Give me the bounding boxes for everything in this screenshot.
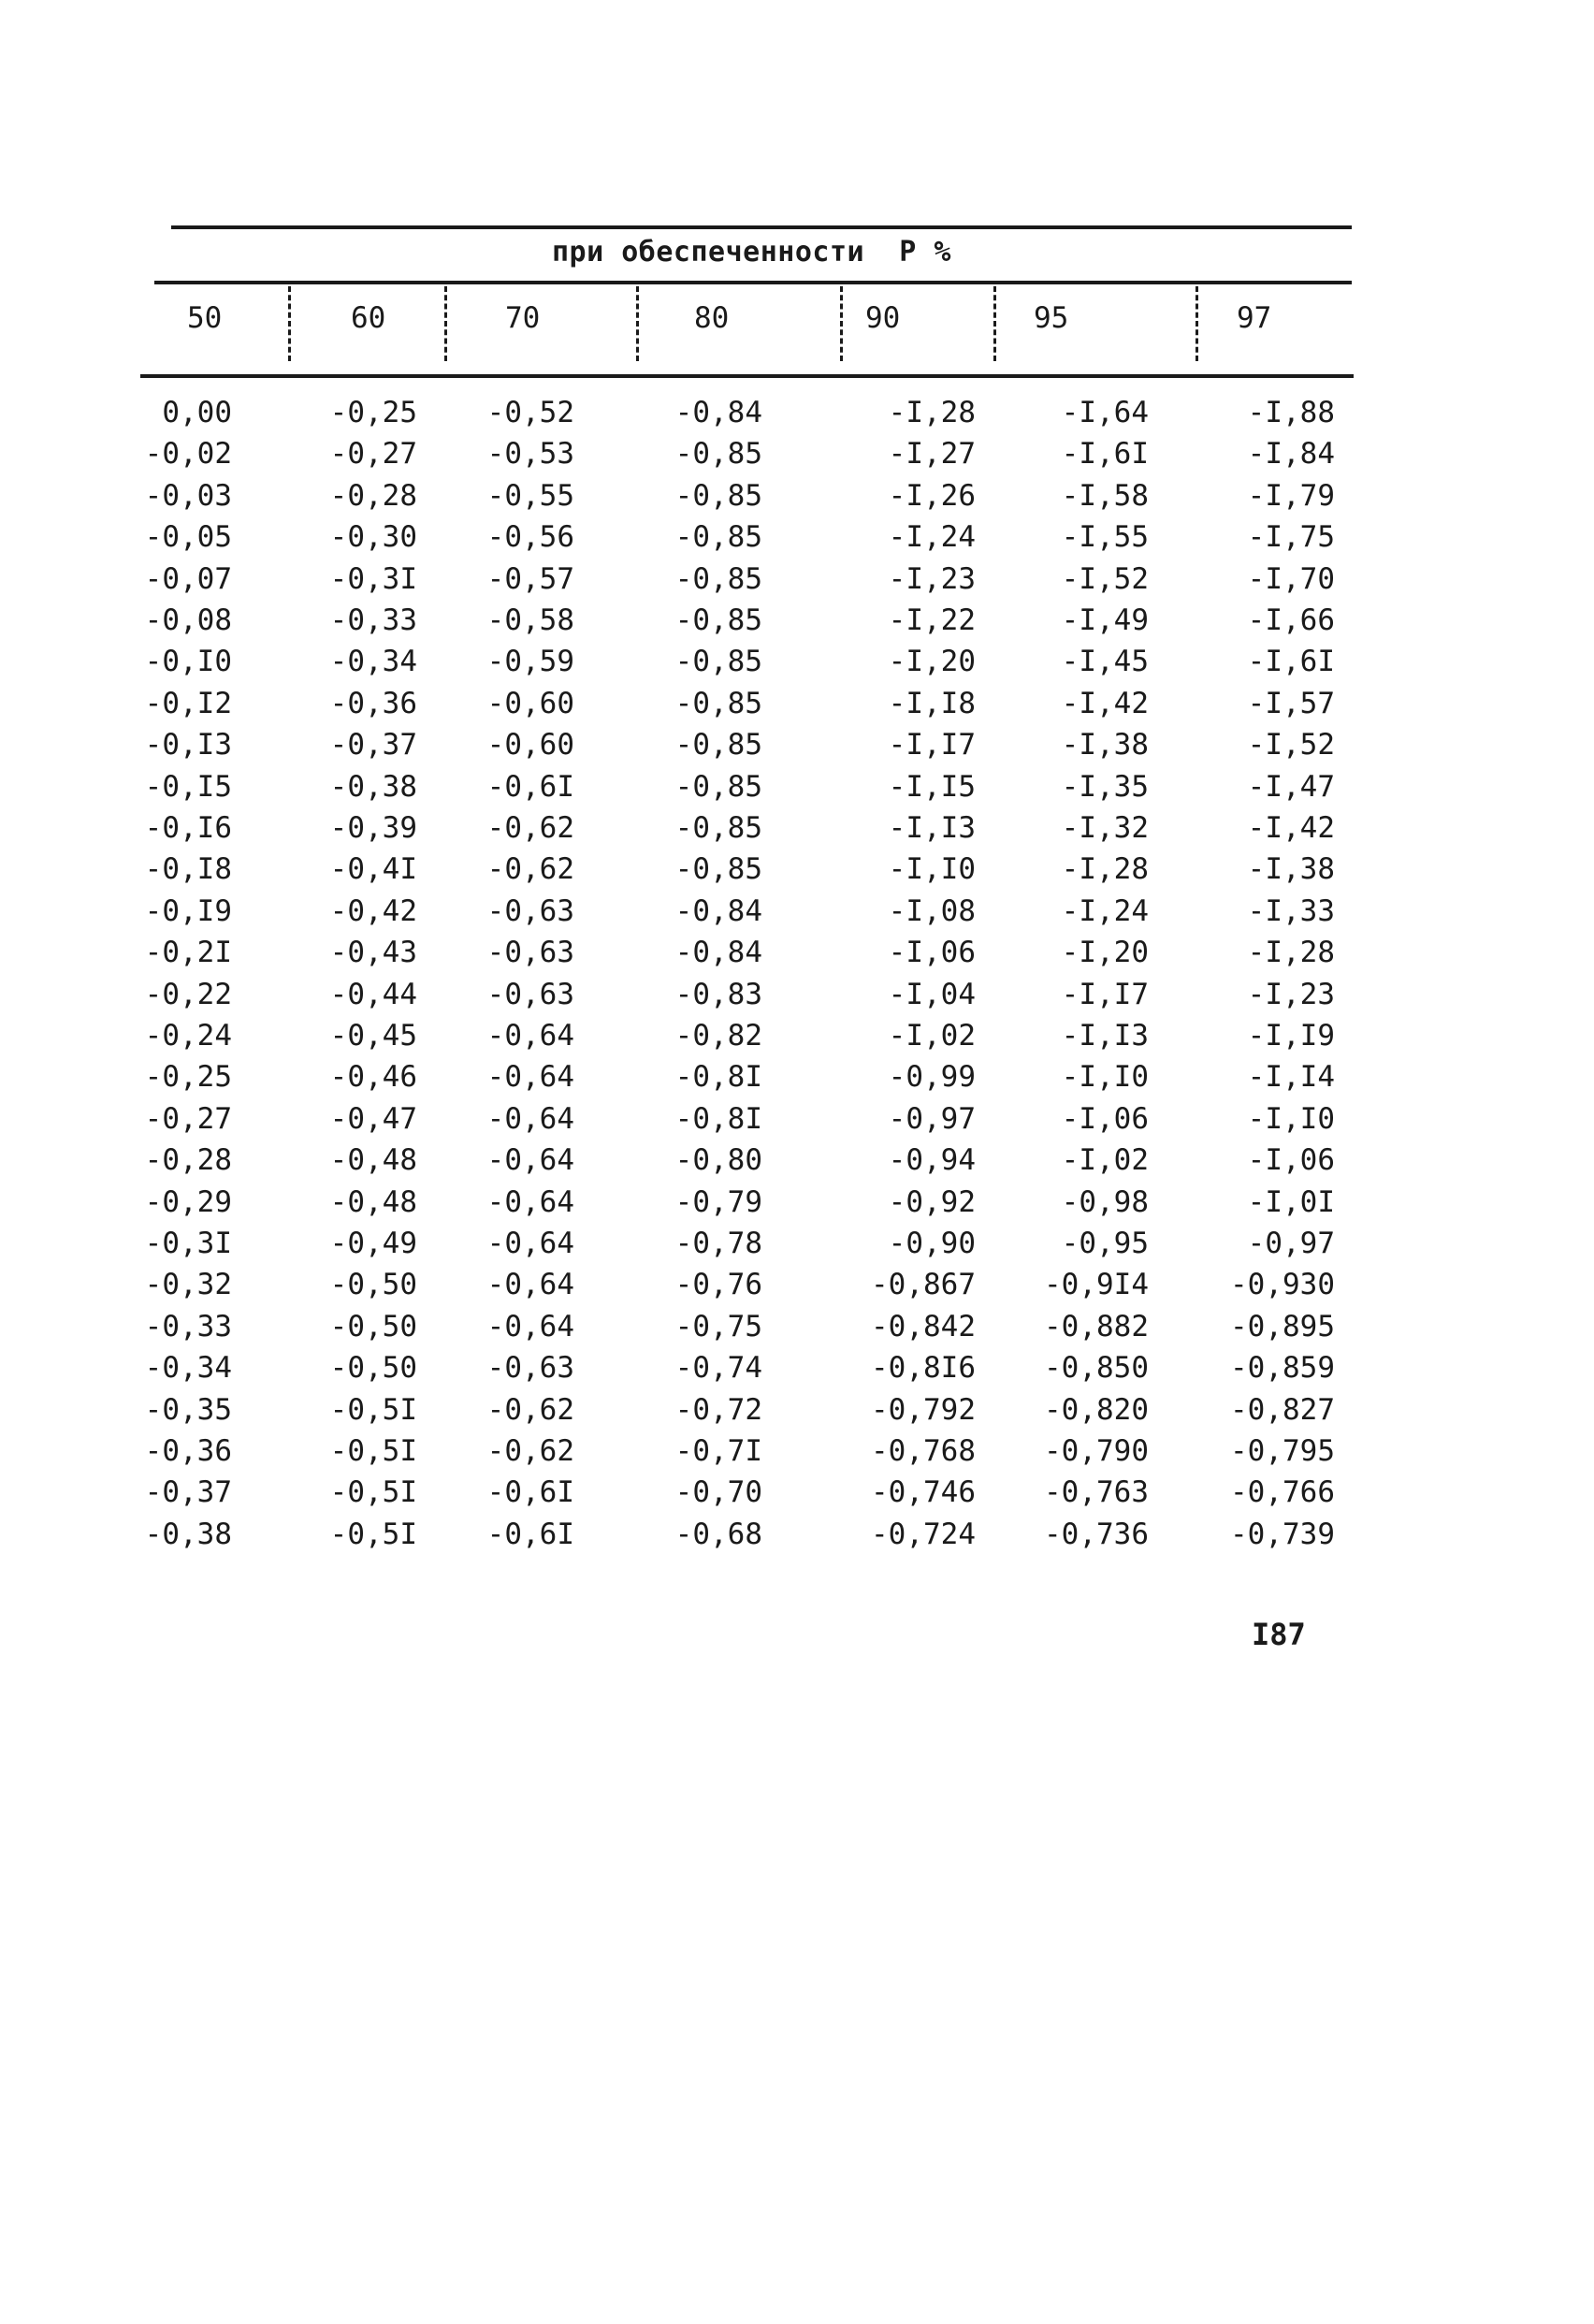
table-cell: -0,I8 xyxy=(144,852,232,886)
table-cell: -0,63 xyxy=(486,936,574,969)
table-cell: -I,52 xyxy=(1247,728,1335,762)
table-cell: -I,I0 xyxy=(1247,1102,1335,1136)
table-cell: -I,I3 xyxy=(888,811,976,845)
table-cell: -0,64 xyxy=(486,1060,574,1094)
table-cell: -0,2I xyxy=(144,936,232,969)
table-cell: -I,06 xyxy=(888,936,976,969)
table-caption: при обеспеченности Р % xyxy=(552,236,951,269)
table-cell: -0,790 xyxy=(1044,1434,1149,1468)
table-cell: -0,33 xyxy=(329,603,417,637)
table-cell: -0,60 xyxy=(486,687,574,720)
table-cell: -0,85 xyxy=(674,811,762,845)
table-cell: -0,68 xyxy=(674,1518,762,1551)
table-cell: -0,43 xyxy=(329,936,417,969)
table-cell: -0,5I xyxy=(329,1393,417,1427)
table-cell: -0,84 xyxy=(674,894,762,928)
table-cell: -I,22 xyxy=(888,603,976,637)
column-header: 80 xyxy=(694,301,730,335)
table-cell: -I,84 xyxy=(1247,437,1335,471)
table-cell: -I,23 xyxy=(1247,978,1335,1011)
table-cell: -I,04 xyxy=(888,978,976,1011)
table-cell: -0,85 xyxy=(674,603,762,637)
table-cell: -0,94 xyxy=(888,1143,976,1177)
table-cell: -0,53 xyxy=(486,437,574,471)
table-cell: -I,88 xyxy=(1247,396,1335,429)
table-cell: -0,47 xyxy=(329,1102,417,1136)
table-cell: -0,36 xyxy=(329,687,417,720)
table-cell: -I,28 xyxy=(1061,852,1149,886)
table-cell: -0,8I xyxy=(674,1102,762,1136)
table-cell: -I,I7 xyxy=(1061,978,1149,1011)
table-cell: -0,08 xyxy=(144,603,232,637)
table-cell: -0,64 xyxy=(486,1102,574,1136)
table-cell: -0,827 xyxy=(1230,1393,1335,1427)
table-cell: -0,I2 xyxy=(144,687,232,720)
table-cell: -0,882 xyxy=(1044,1310,1149,1344)
table-cell: -0,746 xyxy=(871,1475,976,1509)
table-cell: -I,28 xyxy=(888,396,976,429)
table-cell: -0,64 xyxy=(486,1310,574,1344)
table-cell: -0,84 xyxy=(674,396,762,429)
table-cell: -0,76 xyxy=(674,1268,762,1301)
table-cell: -0,50 xyxy=(329,1268,417,1301)
table-cell: -I,I0 xyxy=(888,852,976,886)
table-cell: -0,5I xyxy=(329,1518,417,1551)
table-cell: -0,46 xyxy=(329,1060,417,1094)
table-cell: -0,55 xyxy=(486,479,574,513)
table-cell: -I,57 xyxy=(1247,687,1335,720)
table-cell: -I,20 xyxy=(1061,936,1149,969)
table-cell: -0,95 xyxy=(1061,1227,1149,1260)
table-cell: -0,03 xyxy=(144,479,232,513)
table-cell: -I,08 xyxy=(888,894,976,928)
table-cell: -I,45 xyxy=(1061,645,1149,678)
table-cell: -0,63 xyxy=(486,978,574,1011)
table-cell: -I,I7 xyxy=(888,728,976,762)
table-cell: -0,59 xyxy=(486,645,574,678)
table-cell: -0,97 xyxy=(888,1102,976,1136)
table-cell: -I,38 xyxy=(1247,852,1335,886)
table-cell: -I,I8 xyxy=(888,687,976,720)
table-cell: -0,9I4 xyxy=(1044,1268,1149,1301)
table-cell: -I,I5 xyxy=(888,770,976,804)
table-cell: -0,28 xyxy=(329,479,417,513)
table-cell: -0,75 xyxy=(674,1310,762,1344)
table-cell: -0,97 xyxy=(1247,1227,1335,1260)
column-header: 90 xyxy=(865,301,901,335)
table-cell: -0,62 xyxy=(486,1434,574,1468)
table-cell: -0,33 xyxy=(144,1310,232,1344)
table-cell: -0,8I6 xyxy=(871,1351,976,1385)
table-cell: -0,45 xyxy=(329,1019,417,1053)
table-cell: -I,32 xyxy=(1061,811,1149,845)
table-cell: -0,35 xyxy=(144,1393,232,1427)
table-cell: -0,62 xyxy=(486,811,574,845)
table-cell: -0,27 xyxy=(144,1102,232,1136)
table-cell: -0,85 xyxy=(674,479,762,513)
table-cell: -0,850 xyxy=(1044,1351,1149,1385)
column-separator xyxy=(444,286,447,361)
column-header: 95 xyxy=(1034,301,1069,335)
table-cell: -I,70 xyxy=(1247,562,1335,596)
page-number: I87 xyxy=(1252,1617,1306,1652)
table-cell: -0,44 xyxy=(329,978,417,1011)
table-cell: -0,38 xyxy=(329,770,417,804)
table-cell: -I,06 xyxy=(1247,1143,1335,1177)
table-cell: -I,49 xyxy=(1061,603,1149,637)
table-cell: -0,I0 xyxy=(144,645,232,678)
table-cell: -0,99 xyxy=(888,1060,976,1094)
column-header: 50 xyxy=(187,301,223,335)
table-cell: -I,75 xyxy=(1247,520,1335,554)
table-cell: -0,859 xyxy=(1230,1351,1335,1385)
table-cell: -0,82 xyxy=(674,1019,762,1053)
table-cell: -0,795 xyxy=(1230,1434,1335,1468)
table-cell: -0,85 xyxy=(674,687,762,720)
table-cell: -0,64 xyxy=(486,1268,574,1301)
table-cell: -0,42 xyxy=(329,894,417,928)
header-rule xyxy=(154,281,1352,284)
table-cell: -0,64 xyxy=(486,1019,574,1053)
table-cell: -0,48 xyxy=(329,1143,417,1177)
table-cell: -0,I3 xyxy=(144,728,232,762)
table-cell: -0,74 xyxy=(674,1351,762,1385)
table-cell: -I,02 xyxy=(1061,1143,1149,1177)
table-cell: -0,72 xyxy=(674,1393,762,1427)
table-cell: -I,64 xyxy=(1061,396,1149,429)
table-cell: -0,85 xyxy=(674,437,762,471)
table-cell: -0,62 xyxy=(486,852,574,886)
table-cell: -0,85 xyxy=(674,770,762,804)
column-separator xyxy=(993,286,996,361)
table-cell: -I,02 xyxy=(888,1019,976,1053)
table-top-rule xyxy=(171,225,1352,229)
table-cell: -0,4I xyxy=(329,852,417,886)
table-cell: -0,64 xyxy=(486,1227,574,1260)
table-cell: -I,0I xyxy=(1247,1185,1335,1219)
table-cell: -0,85 xyxy=(674,645,762,678)
table-cell: -0,85 xyxy=(674,728,762,762)
header-bottom-rule xyxy=(140,374,1354,378)
table-cell: -0,64 xyxy=(486,1185,574,1219)
table-cell: -0,867 xyxy=(871,1268,976,1301)
table-cell: -0,62 xyxy=(486,1393,574,1427)
table-cell: -0,842 xyxy=(871,1310,976,1344)
table-cell: -0,92 xyxy=(888,1185,976,1219)
table-cell: -0,27 xyxy=(329,437,417,471)
table-cell: -0,8I xyxy=(674,1060,762,1094)
table-cell: -0,28 xyxy=(144,1143,232,1177)
table-cell: -0,I9 xyxy=(144,894,232,928)
table-cell: -0,49 xyxy=(329,1227,417,1260)
table-cell: -0,7I xyxy=(674,1434,762,1468)
table-cell: -0,32 xyxy=(144,1268,232,1301)
table-cell: -0,84 xyxy=(674,936,762,969)
table-cell: 0,00 xyxy=(162,396,232,429)
table-cell: -I,I9 xyxy=(1247,1019,1335,1053)
table-cell: -0,78 xyxy=(674,1227,762,1260)
table-cell: -0,37 xyxy=(329,728,417,762)
table-cell: -0,34 xyxy=(144,1351,232,1385)
table-cell: -I,66 xyxy=(1247,603,1335,637)
table-cell: -I,28 xyxy=(1247,936,1335,969)
table-cell: -0,763 xyxy=(1044,1475,1149,1509)
table-cell: -0,70 xyxy=(674,1475,762,1509)
column-header: 97 xyxy=(1237,301,1272,335)
table-cell: -0,39 xyxy=(329,811,417,845)
table-cell: -I,33 xyxy=(1247,894,1335,928)
table-cell: -0,29 xyxy=(144,1185,232,1219)
table-cell: -0,64 xyxy=(486,1143,574,1177)
table-cell: -0,5I xyxy=(329,1434,417,1468)
table-cell: -0,22 xyxy=(144,978,232,1011)
table-cell: -I,I0 xyxy=(1061,1060,1149,1094)
column-separator xyxy=(636,286,639,361)
table-cell: -I,38 xyxy=(1061,728,1149,762)
table-cell: -I,47 xyxy=(1247,770,1335,804)
table-cell: -I,20 xyxy=(888,645,976,678)
table-cell: -0,63 xyxy=(486,894,574,928)
table-cell: -I,79 xyxy=(1247,479,1335,513)
table-cell: -0,30 xyxy=(329,520,417,554)
table-cell: -0,90 xyxy=(888,1227,976,1260)
column-separator xyxy=(288,286,291,361)
table-cell: -0,25 xyxy=(144,1060,232,1094)
table-cell: -0,38 xyxy=(144,1518,232,1551)
table-cell: -I,I3 xyxy=(1061,1019,1149,1053)
table-cell: -0,56 xyxy=(486,520,574,554)
table-cell: -0,6I xyxy=(486,770,574,804)
table-cell: -0,50 xyxy=(329,1351,417,1385)
table-cell: -I,42 xyxy=(1061,687,1149,720)
table-cell: -0,724 xyxy=(871,1518,976,1551)
table-cell: -I,06 xyxy=(1061,1102,1149,1136)
table-cell: -0,85 xyxy=(674,852,762,886)
table-cell: -0,34 xyxy=(329,645,417,678)
table-cell: -0,25 xyxy=(329,396,417,429)
table-cell: -0,766 xyxy=(1230,1475,1335,1509)
table-cell: -0,739 xyxy=(1230,1518,1335,1551)
table-cell: -0,58 xyxy=(486,603,574,637)
table-cell: -0,930 xyxy=(1230,1268,1335,1301)
table-cell: -I,24 xyxy=(1061,894,1149,928)
table-cell: -0,768 xyxy=(871,1434,976,1468)
table-cell: -0,48 xyxy=(329,1185,417,1219)
table-cell: -I,35 xyxy=(1061,770,1149,804)
column-header: 60 xyxy=(351,301,386,335)
table-cell: -0,79 xyxy=(674,1185,762,1219)
table-cell: -I,52 xyxy=(1061,562,1149,596)
table-cell: -I,24 xyxy=(888,520,976,554)
table-cell: -0,80 xyxy=(674,1143,762,1177)
table-cell: -0,792 xyxy=(871,1393,976,1427)
table-cell: -I,6I xyxy=(1247,645,1335,678)
table-cell: -0,02 xyxy=(144,437,232,471)
table-cell: -0,24 xyxy=(144,1019,232,1053)
table-cell: -0,50 xyxy=(329,1310,417,1344)
column-separator xyxy=(840,286,843,361)
table-cell: -0,I6 xyxy=(144,811,232,845)
table-cell: -I,58 xyxy=(1061,479,1149,513)
table-cell: -0,736 xyxy=(1044,1518,1149,1551)
table-cell: -0,6I xyxy=(486,1518,574,1551)
table-cell: -0,57 xyxy=(486,562,574,596)
table-cell: -0,07 xyxy=(144,562,232,596)
table-cell: -I,I4 xyxy=(1247,1060,1335,1094)
table-cell: -0,I5 xyxy=(144,770,232,804)
table-cell: -I,6I xyxy=(1061,437,1149,471)
table-cell: -0,6I xyxy=(486,1475,574,1509)
table-cell: -0,895 xyxy=(1230,1310,1335,1344)
table-cell: -0,3I xyxy=(144,1227,232,1260)
table-cell: -0,37 xyxy=(144,1475,232,1509)
column-header: 70 xyxy=(505,301,541,335)
table-cell: -0,85 xyxy=(674,562,762,596)
table-cell: -0,05 xyxy=(144,520,232,554)
table-cell: -I,55 xyxy=(1061,520,1149,554)
table-cell: -0,98 xyxy=(1061,1185,1149,1219)
table-cell: -I,23 xyxy=(888,562,976,596)
table-cell: -0,3I xyxy=(329,562,417,596)
table-cell: -0,83 xyxy=(674,978,762,1011)
column-separator xyxy=(1196,286,1198,361)
table-cell: -0,820 xyxy=(1044,1393,1149,1427)
table-cell: -0,60 xyxy=(486,728,574,762)
table-cell: -0,5I xyxy=(329,1475,417,1509)
table-cell: -I,27 xyxy=(888,437,976,471)
table-cell: -0,36 xyxy=(144,1434,232,1468)
table-cell: -0,52 xyxy=(486,396,574,429)
table-cell: -I,42 xyxy=(1247,811,1335,845)
table-cell: -0,63 xyxy=(486,1351,574,1385)
table-cell: -I,26 xyxy=(888,479,976,513)
table-cell: -0,85 xyxy=(674,520,762,554)
